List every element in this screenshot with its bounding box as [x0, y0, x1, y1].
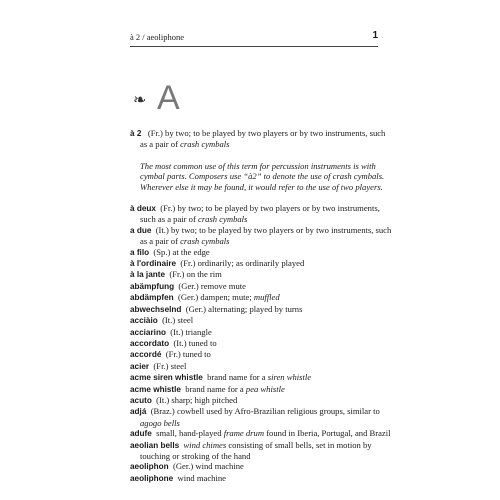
list-item — [130, 395, 392, 406]
list-item — [130, 315, 392, 326]
entry-headword: accordato — [130, 338, 170, 348]
entry-headword: aeoliphone — [130, 473, 174, 483]
list-item — [130, 406, 392, 428]
entry-definition: brand name for a — [185, 383, 244, 394]
entry-definition: steel — [170, 360, 187, 371]
entry-origin: (It.) — [162, 315, 176, 326]
entry-headword: accordé — [130, 350, 162, 360]
dictionary-content — [130, 128, 392, 484]
entry-origin: (Fr.) — [153, 360, 169, 371]
entry-headword: à deux — [130, 204, 156, 214]
entry-headword: acciàio — [130, 316, 158, 326]
entry-headword: acuto — [130, 395, 152, 405]
list-item — [130, 327, 392, 338]
entry-headword: abdämpfen — [130, 293, 174, 303]
entry-origin: (Fr.) — [169, 269, 185, 280]
entry-origin: (Ger.) — [178, 280, 199, 291]
list-item — [130, 247, 392, 258]
entry-definition-italic: crash cymbals — [198, 214, 248, 225]
entry-origin: (Fr.) — [160, 203, 176, 214]
entry-headword: adufe — [130, 429, 152, 439]
entry-headword: acme whistle — [130, 384, 181, 394]
list-item — [130, 225, 392, 247]
entry-origin: (Ger.) — [177, 292, 199, 303]
list-item — [130, 269, 392, 280]
list-item — [130, 304, 392, 315]
entry-definition: cowbell used by Afro-Brazilian religious groups, similar to — [176, 406, 380, 417]
entry-list — [130, 203, 392, 484]
entry-headword: acier — [130, 361, 150, 371]
entry-definition: by two; to be played by two players or by two instruments, such as a pair of — [140, 224, 392, 247]
entry-origin: (It.) — [173, 337, 187, 348]
entry-definition: wind machine — [195, 461, 244, 472]
entry-definition-italic: crash cymbals — [180, 139, 230, 150]
entry-headword: à la jante — [130, 270, 166, 280]
entry-headword: à l'ordinaire — [130, 259, 177, 269]
entry-origin: (Fr.) — [165, 349, 181, 360]
entry-origin: (Ger.) — [185, 303, 206, 314]
entry-origin: (Fr.) — [147, 128, 163, 138]
entry-origin: (It.) — [156, 394, 170, 405]
list-item — [130, 440, 392, 462]
entry-definition-italic: crash cymbals — [180, 236, 230, 247]
entry-definition-italic: muffled — [253, 292, 280, 303]
list-item — [130, 281, 392, 292]
entry-headword: a filo — [130, 247, 150, 257]
entry-definition-italic: siren whistle — [267, 372, 312, 383]
list-item — [130, 473, 392, 484]
entry-a-2 — [130, 128, 392, 150]
entry-definition: steel — [177, 315, 194, 326]
entry-definition: triangle — [185, 326, 212, 337]
entry-definition-italic: frame drum — [223, 428, 265, 439]
entry-headword: aeoliphon — [130, 462, 169, 472]
list-item — [130, 203, 392, 225]
entry-definition: remove mute — [200, 280, 246, 291]
entry-definition: wind machine — [177, 472, 226, 483]
entry-origin: (It.) — [155, 224, 169, 235]
entry-origin: (Fr.) — [180, 258, 196, 269]
entry-definition-italic: agogo bells — [140, 417, 180, 428]
list-item — [130, 372, 392, 383]
list-item — [130, 428, 392, 439]
list-item — [130, 258, 392, 269]
entry-headword: à 2 — [130, 129, 142, 138]
entry-headword: abwechselnd — [130, 304, 182, 314]
entry-headword: acme siren whistle — [130, 373, 203, 383]
entry-origin: (Braz.) — [150, 406, 175, 417]
usage-note: The most common use of this term for percussion instruments is with cymbal parts. Composers use “à2” to denote the use of crash cymbals. Wherever else it may be found, it would refer to the use of two players. — [140, 160, 385, 192]
entry-definition: brand name for a — [207, 372, 266, 383]
entry-definition: small, hand-played — [156, 428, 222, 439]
entry-definition: by two; to be played by two players or by two instruments, such as a pair of — [140, 128, 386, 150]
section-letter: A — [157, 79, 180, 117]
fleuron-icon: ❧ — [133, 90, 147, 109]
entry-headword: aeolian bells — [130, 440, 180, 450]
entry-headword: adjá — [130, 407, 147, 417]
entry-origin: (It.) — [170, 326, 184, 337]
entry-headword: acciarino — [130, 327, 166, 337]
entry-definition: tuned to — [188, 337, 217, 348]
list-item — [130, 384, 392, 395]
entry-origin: (Ger.) — [172, 461, 194, 472]
list-item — [130, 349, 392, 360]
page-number: 1 — [372, 30, 378, 41]
entry-definition: sharp; high pitched — [171, 394, 238, 405]
entry-definition-continued: found in Iberia, Portugal, and Brazil — [266, 428, 391, 439]
list-item — [130, 461, 392, 472]
entry-definition: dampen; mute; — [200, 292, 252, 303]
entry-definition: at the edge — [172, 246, 210, 257]
entry-definition-italic: wind chimes — [183, 439, 227, 450]
entry-definition: tuned to — [182, 349, 211, 360]
running-head-text: à 2 / aeoliphone — [130, 32, 185, 42]
list-item — [130, 338, 392, 349]
entry-origin: (Sp.) — [153, 246, 171, 257]
entry-definition: ordinarily; as ordinarily played — [197, 258, 305, 269]
entry-headword: abämpfung — [130, 281, 175, 291]
entry-definition: by two; to be played by two players or by two instruments, such as a pair of — [140, 203, 380, 225]
list-item — [130, 292, 392, 303]
running-head — [130, 30, 378, 47]
list-item — [130, 361, 392, 372]
entry-definition: alternating; played by turns — [208, 303, 303, 314]
entry-definition-continued: consisting of small bells, set in motion by touching or stroking of the hand — [140, 439, 372, 461]
entry-definition: on the rim — [186, 269, 222, 280]
entry-definition-italic: pea whistle — [245, 383, 285, 394]
entry-headword: a due — [130, 225, 152, 235]
